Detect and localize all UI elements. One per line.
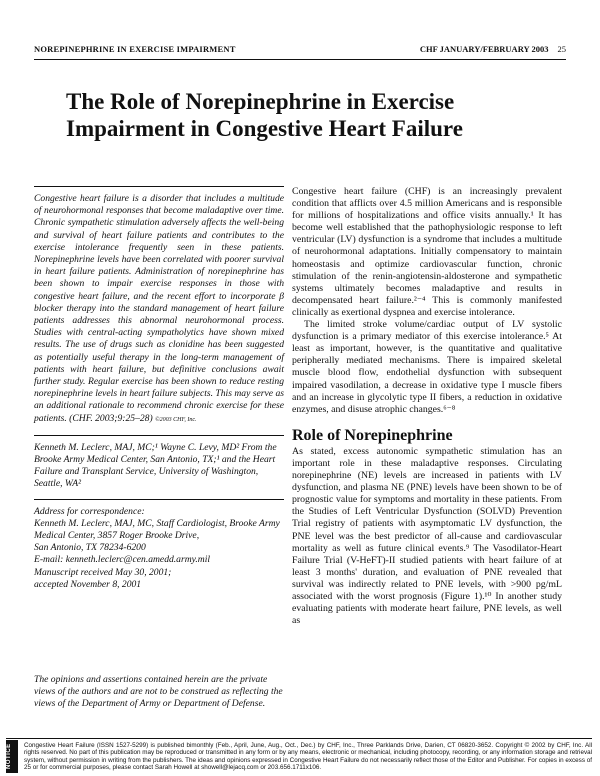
journal-issue-info <box>420 44 566 54</box>
correspondence-line: San Antonio, TX 78234-6200 <box>34 542 146 554</box>
body-paragraph: The limited stroke volume/cardiac output of LV systolic dysfunction is a primary mediator of this exercise intolerance.⁵ At least as important, however, is the quantitative and qualitative peripherally mediated mechanisms. There is impaired skeletal muscle blood flow, endothelial dysfunction with subsequent impaired vasodilation, a decrease in oxidative type I muscle fibers and an increase in glycolytic type II fibers, a reduction in oxidative enzymes, and disuse atrophic changes.⁶⁻⁸ <box>292 319 562 415</box>
correspondence-line: Address for correspondence: <box>34 505 145 517</box>
notice-label: NOTICE <box>6 740 18 773</box>
left-column <box>34 186 284 591</box>
abstract-text: Congestive heart failure is a disorder that includes a multitude of neurohormonal responses that become maladaptive over time. Chronic sympathetic stimulation adversely affects the well-being and survival of heart failure patients and contributes to the exercise intolerance frequently seen in these patients. Norepinephrine levels have been correlated with poorer survival in heart failure patients. Administration of norepinephrine has been shown to impair exercise responses in those with congestive heart failure, and the recent effort to incorporate β blocker therapy into the standard management of heart failure patients addresses this abnormal neurohormonal process. Studies with central-acting sympatholytics have shown mixed results. The use of drugs such as clonidine has been suggested as potentially useful therapy in the long-term management of patients with heart failure, but definitive conclusions await further study. Regular exercise has been shown to reduce resting norepinephrine levels in heart failure subjects. This may serve as an additional rationale to recommend chronic exercise for these patients. (CHF. 2003;9:25–28) <box>34 193 284 424</box>
correspondence-line: E-mail: kenneth.leclerc@cen.amedd.army.mil <box>34 554 211 566</box>
copyright-footer <box>6 738 592 773</box>
body-paragraph: As stated, excess autonomic sympathetic stimulation has an important role in these maladaptive responses. Circulating norepinephrine (NE) levels are increased in patients with LV dysfunction, and plasma NE (PNE) levels have been shown to be of prognostic value for symptoms and mortality in these patients. From the Studies of Left Ventricular Dysfunction (SOLVD) Prevention Trial registry of patients with asymptomatic LV dysfunction, the PNE level was the best predictor of all-cause and cardiovascular mortality as well as future clinical events.⁹ The Vasodilator-Heart Failure Trial (V-HeFT)-II studied patients with heart failure of at least 3 months' duration, and evaluation of PNE revealed that survival was indirectly related to PNE levels, with >900 pg/mL associated with the worst prognosis (Figure 1).¹⁰ In another study evaluating patients with moderate heart failure, PNE levels, as well as <box>292 445 562 627</box>
abstract-top-rule <box>34 186 284 187</box>
correspondence-rule <box>34 499 284 500</box>
running-title: NOREPINEPHRINE IN EXERCISE IMPAIRMENT <box>34 44 236 54</box>
journal-issue: CHF JANUARY/FEBRUARY 2003 <box>419 44 549 54</box>
copyright-small: ©2003 CHF, Inc. <box>155 416 197 423</box>
section-heading: Role of Norepinephrine <box>292 426 453 444</box>
body-paragraph: Congestive heart failure (CHF) is an increasingly prevalent condition that afflicts over 4.5 million Americans and is responsible for millions of hospitalizations and office visits annually.¹ It has become well established that the pathophysiologic response to left ventricular (LV) dysfunction is a syndrome that includes a multitude of neurohormonal adaptations. Initially compensatory to maintain homeostasis and optimize cardiovascular function, chronic stimulation of the renin-angiotensin-aldosterone and sympathetic systems ultimately becomes maladaptive and results in decompensated heart failure.²⁻⁴ This is commonly manifested clinically as exertional dyspnea and exercise intolerance. <box>292 186 562 318</box>
correspondence-line: Kenneth M. Leclerc, MAJ, MC, Staff Cardiologist, Brooke Army Medical Center, 3857 Roger Brooke Drive, <box>34 517 280 542</box>
abstract <box>34 193 284 426</box>
article-title: The Role of Norepinephrine in Exercise Impairment in Congestive Heart Failure <box>66 89 463 141</box>
correspondence-block <box>34 506 284 591</box>
page-number: 25 <box>557 44 566 54</box>
author-affiliations: Kenneth M. Leclerc, MAJ, MC;¹ Wayne C. Levy, MD² From the Brooke Army Medical Center, San Antonio, TX;¹ and the Heart Failure and Transplant Service, University of Washington, Seattle, WA² <box>34 441 277 490</box>
running-header <box>34 44 566 60</box>
correspondence-line: Manuscript received May 30, 2001; <box>34 566 172 578</box>
correspondence-line: accepted November 8, 2001 <box>34 578 142 590</box>
main-body-column <box>292 186 562 627</box>
opinion-disclaimer: The opinions and assertions contained herein are the private views of the authors and are not to be construed as reflecting the views of the Department of Army or Department of Defense. <box>34 674 283 710</box>
affiliation-rule <box>34 435 284 436</box>
footer-notice-text: Congestive Heart Failure (ISSN 1527-5299) is published bimonthly (Feb., April, June, Aug., Oct., Dec.) by CHF, Inc., Three Parklands Drive, Darien, CT 06820-3652. Copyright © 2002 by CHF, Inc. All rights reserved. No part of this publication may be reproduced or transmitted in any form or by any means, electronic or mechanical, including photocopy, recording, or any information storage and retrieval system, without permission in writing from the publishers. The ideas and opinions expressed in Congestive Heart Failure do not necessarily reflect those of the Editor and Publisher. For copies in excess of 25 or for commercial purposes, please contact Sarah Howell at showell@lejacq.com or 203.656.1711x106. <box>24 742 592 772</box>
